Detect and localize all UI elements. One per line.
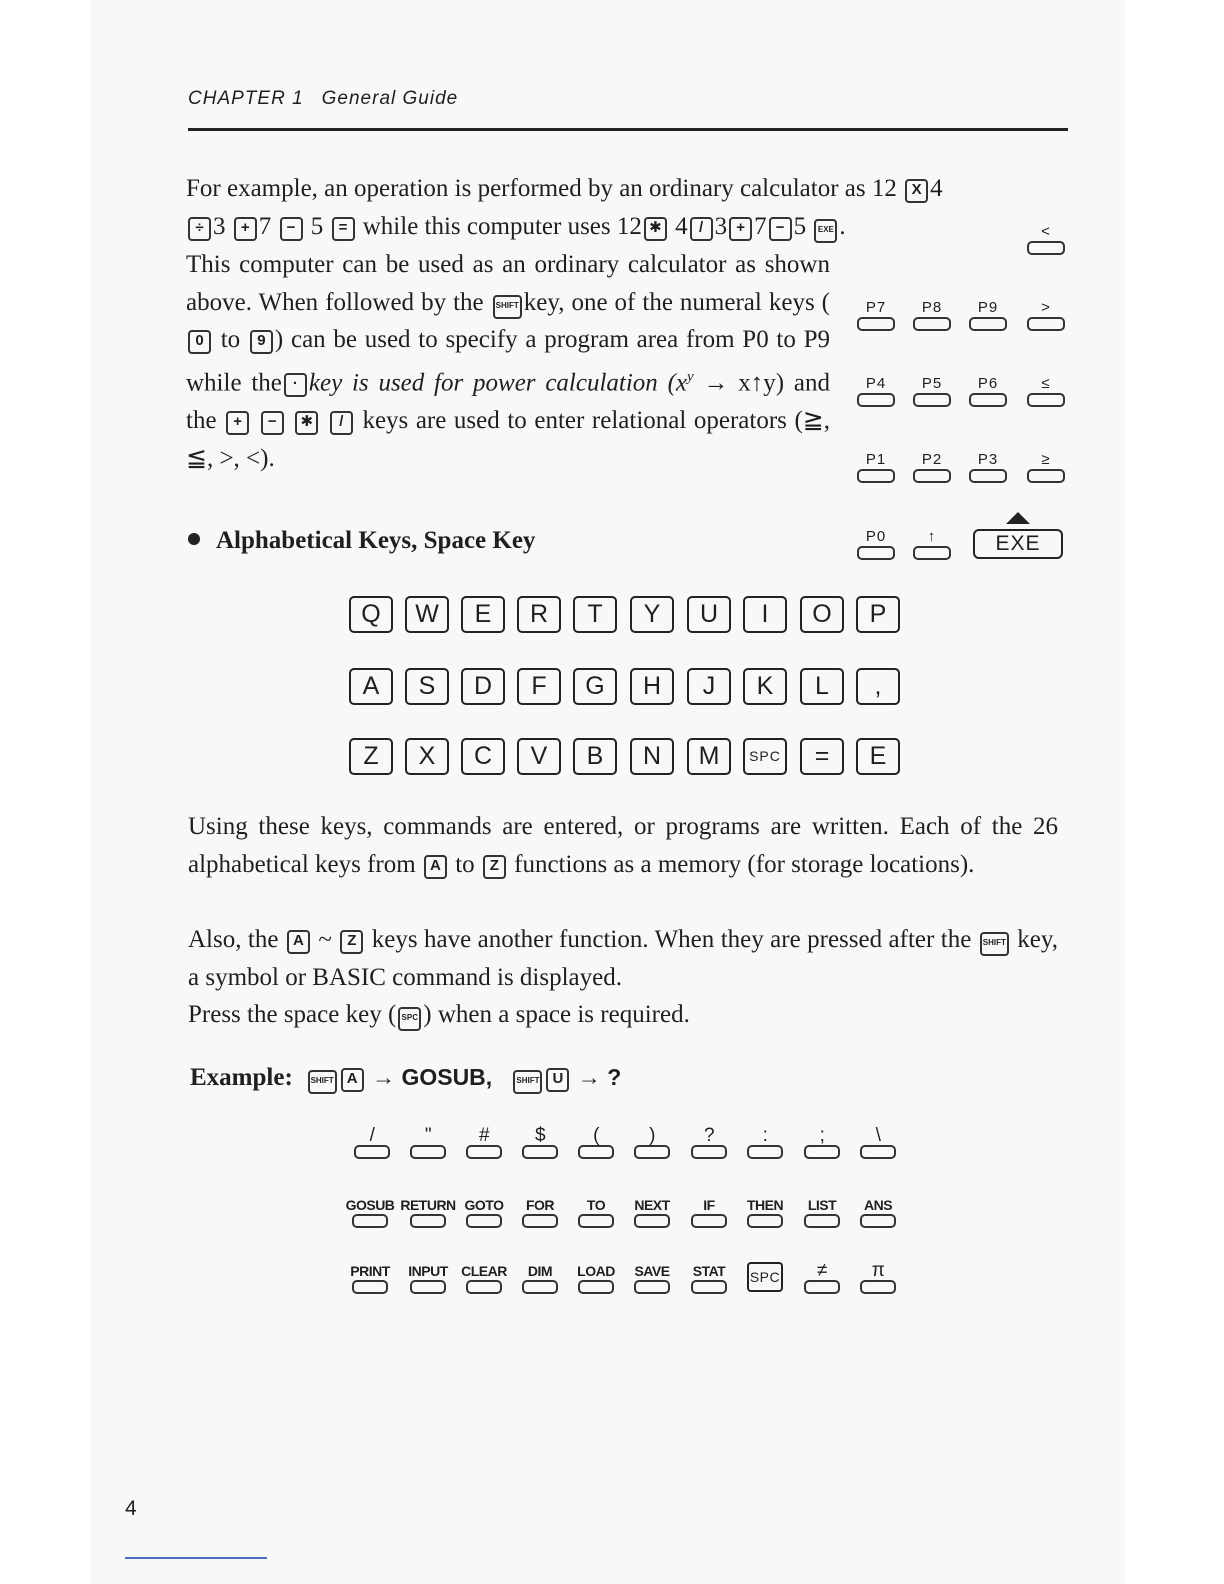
key-label: P1: [865, 451, 887, 468]
key-label: IF: [703, 1197, 715, 1213]
star-key-icon: ✱: [295, 411, 318, 435]
body-text: key, a symbol or BASIC command is displayed.: [188, 926, 1059, 991]
key-q: Q: [349, 596, 393, 633]
shift-symbol-key: [622, 1127, 682, 1159]
key-label: LIST: [807, 1197, 837, 1213]
key-label: P5: [921, 375, 943, 392]
key-w: W: [405, 596, 449, 633]
key-l: L: [800, 668, 844, 705]
key-cap: [634, 1145, 670, 1159]
equals-key-icon: =: [332, 217, 355, 241]
key-cap: [410, 1214, 446, 1228]
p5-key: [912, 374, 952, 407]
key-label: LOAD: [577, 1263, 615, 1279]
key-n: N: [630, 738, 674, 775]
key-cap: [354, 1145, 390, 1159]
section-heading: [188, 527, 535, 555]
key-cap: [410, 1280, 446, 1294]
key-label: ": [424, 1125, 432, 1146]
key-spc: SPC: [743, 738, 787, 775]
intro-text: 3: [213, 213, 226, 240]
body-text: Also, the: [188, 926, 279, 953]
key-label: DIM: [527, 1263, 553, 1279]
less-than-key: [1026, 222, 1066, 255]
bullet-icon: [188, 533, 200, 545]
shift-command-key: [340, 1262, 400, 1294]
a-key-icon: A: [424, 855, 447, 879]
key-label: /: [369, 1125, 375, 1146]
slash-key-icon: /: [330, 411, 353, 435]
key-cap: [522, 1214, 558, 1228]
key-cap: [747, 1145, 783, 1159]
key-cap: [913, 469, 951, 483]
plus-key-icon: +: [729, 217, 752, 241]
intro-text: .: [839, 213, 846, 240]
key-cap: [352, 1280, 388, 1294]
shift-symbol-key: [398, 1127, 458, 1159]
key-label: >: [1041, 299, 1051, 316]
key-cap: [691, 1280, 727, 1294]
body-paragraph-3: [188, 996, 1058, 1034]
key-label: CLEAR: [461, 1263, 507, 1279]
key-comma: ,: [856, 668, 900, 705]
shift-symbol-key: [735, 1127, 795, 1159]
body-text: functions as a memory (for storage locations).: [514, 850, 975, 878]
key-p: P: [856, 596, 900, 633]
key-label: ≥: [1041, 451, 1051, 468]
divide-key-icon: ÷: [188, 217, 211, 241]
shift-command-key: [735, 1196, 795, 1228]
key-cap: [578, 1280, 614, 1294]
intro-text: 5: [310, 213, 324, 240]
key-cap: [634, 1280, 670, 1294]
key-label: TO: [586, 1197, 606, 1213]
page-number: 4: [125, 1497, 137, 1520]
shift-key-icon: SHIFT: [308, 1070, 337, 1094]
intro-text: 3: [714, 213, 728, 240]
intro-text: 4: [675, 213, 688, 240]
key-cap: [522, 1145, 558, 1159]
shift-command-key: [679, 1262, 739, 1294]
key-label: P9: [977, 299, 999, 316]
key-d: D: [461, 668, 505, 705]
plus-key-icon: +: [234, 217, 257, 241]
key-label: :: [762, 1125, 768, 1146]
multiply-key-icon: X: [905, 179, 928, 203]
key-cap: [969, 393, 1007, 407]
key-f: F: [517, 668, 561, 705]
intro-text: y: [687, 369, 694, 386]
exe-key: EXE: [973, 529, 1063, 559]
p8-key: [912, 298, 952, 331]
a-key-icon: A: [287, 930, 310, 954]
less-equal-key: [1026, 374, 1066, 407]
key-cap: [969, 469, 1007, 483]
shift-command-key: [679, 1196, 739, 1228]
key-r: R: [517, 596, 561, 633]
intro-line-1: [186, 170, 1058, 208]
p0-key: [856, 527, 896, 560]
shift-symbol-key: [454, 1127, 514, 1159]
intro-text: This computer can be used as an ordinary calculator as shown above. When followed by the: [186, 251, 830, 316]
key-label: NEXT: [634, 1197, 670, 1213]
key-cap: [1027, 241, 1065, 255]
key-cap: [466, 1145, 502, 1159]
key-label: P6: [977, 375, 999, 392]
shift-symbol-key: [566, 1127, 626, 1159]
key-z: Z: [349, 738, 393, 775]
intro-text: 5: [793, 213, 807, 240]
shift-key-icon: SHIFT: [493, 295, 522, 319]
shift-key-icon: SHIFT: [513, 1070, 542, 1094]
shift-command-key: [454, 1196, 514, 1228]
key-cap: [634, 1214, 670, 1228]
key-i: I: [743, 596, 787, 633]
spc-key: [735, 1262, 795, 1292]
key-cap: [857, 317, 895, 331]
key-label: THEN: [746, 1197, 784, 1213]
shift-command-key: [398, 1196, 458, 1228]
key-label: STAT: [692, 1263, 726, 1279]
p3-key: [968, 450, 1008, 483]
shift-symbol-key: [510, 1127, 570, 1159]
shift-symbol-key: [848, 1127, 908, 1159]
key-label: INPUT: [408, 1263, 448, 1279]
intro-paragraph: [186, 246, 830, 478]
body-text: ~: [318, 926, 332, 953]
z-key-icon: Z: [340, 930, 363, 954]
key-cap: [913, 317, 951, 331]
key-label: ?: [703, 1125, 715, 1146]
body-text: ) when a space is required.: [423, 1001, 690, 1028]
key-cap: [969, 317, 1007, 331]
key-label: RETURN: [400, 1197, 456, 1213]
key-h: H: [630, 668, 674, 705]
greater-equal-key: [1026, 450, 1066, 483]
key-label: <: [1041, 223, 1051, 240]
key-g: G: [573, 668, 617, 705]
key-cap: [804, 1280, 840, 1294]
key-cap: [691, 1145, 727, 1159]
key-cap: [1027, 393, 1065, 407]
body-text: keys have another function. When they are pressed after the: [371, 926, 972, 953]
shift-command-key: [510, 1262, 570, 1294]
key-label: #: [478, 1125, 490, 1146]
body-text: Press the space key (: [188, 1001, 397, 1028]
shift-command-key: [566, 1196, 626, 1228]
example-line: [190, 1064, 621, 1094]
intro-line-2: [186, 208, 986, 246]
shift-command-key: [792, 1196, 852, 1228]
intro-text: 7: [754, 213, 767, 240]
key-cap: [860, 1280, 896, 1294]
key-cap: [913, 393, 951, 407]
key-label: P2: [921, 451, 943, 468]
intro-text: key is used for power calculation (x: [308, 369, 688, 397]
key-t: T: [573, 596, 617, 633]
body-text: Using these keys, commands are entered, or programs are written. Each of the 26 alphabetical keys from: [188, 813, 1058, 878]
key-s: S: [405, 668, 449, 705]
a-key-icon: A: [341, 1068, 364, 1092]
shift-command-key: [340, 1196, 400, 1228]
shift-command-key: [792, 1262, 852, 1294]
intro-text: key, one of the numeral keys (: [523, 288, 831, 316]
footer-line: [125, 1557, 267, 1559]
minus-key-icon: −: [261, 411, 284, 435]
p4-key: [856, 374, 896, 407]
shift-command-key: [454, 1262, 514, 1294]
key-label: π: [871, 1260, 885, 1281]
key-o: O: [800, 596, 844, 633]
shift-command-key: [622, 1196, 682, 1228]
key-cap: [747, 1214, 783, 1228]
key-label: P3: [977, 451, 999, 468]
key-v: V: [517, 738, 561, 775]
key-c: C: [461, 738, 505, 775]
body-paragraph-1: [188, 808, 1058, 883]
shift-command-key: [848, 1196, 908, 1228]
intro-text: while this computer uses 12: [362, 213, 642, 240]
body-paragraph-2: [188, 921, 1058, 996]
key-k: K: [743, 668, 787, 705]
key-equals: =: [800, 738, 844, 775]
key-label: FOR: [525, 1197, 555, 1213]
key-cap: [857, 546, 895, 560]
key-u: U: [687, 596, 731, 633]
zero-key-icon: 0: [188, 330, 211, 354]
up-triangle-icon: [1006, 512, 1030, 524]
key-label: ANS: [863, 1197, 893, 1213]
z-key-icon: Z: [483, 855, 506, 879]
key-cap: [466, 1214, 502, 1228]
key-cap: [913, 546, 951, 560]
shift-command-key: [848, 1262, 908, 1294]
shift-symbol-key: [792, 1127, 852, 1159]
key-cap: [857, 469, 895, 483]
running-header: [188, 88, 458, 110]
shift-command-key: [510, 1196, 570, 1228]
key-m: M: [687, 738, 731, 775]
key-cap: [522, 1280, 558, 1294]
u-key-icon: U: [546, 1068, 569, 1092]
shift-command-key: [566, 1262, 626, 1294]
nine-key-icon: 9: [250, 330, 273, 354]
key-x: X: [405, 738, 449, 775]
key-label: PRINT: [350, 1263, 390, 1279]
key-y: Y: [630, 596, 674, 633]
intro-text: 4: [930, 175, 943, 202]
exe-key-icon: EXE: [814, 219, 837, 243]
key-e: E: [461, 596, 505, 633]
key-label: (: [593, 1125, 599, 1146]
shift-symbol-key: [679, 1127, 739, 1159]
key-cap: [352, 1214, 388, 1228]
slash-key-icon: /: [690, 217, 713, 241]
key-j: J: [687, 668, 731, 705]
example-label: Example:: [190, 1064, 293, 1091]
key-label: SAVE: [634, 1263, 670, 1279]
key-label: P4: [865, 375, 887, 392]
shift-symbol-key: [342, 1127, 402, 1159]
key-cap: [857, 393, 895, 407]
intro-text: 7: [258, 213, 272, 240]
intro-text: → x↑y) and the: [186, 369, 830, 435]
greater-than-key: [1026, 298, 1066, 331]
key-cap: [860, 1145, 896, 1159]
header-rule: [188, 128, 1068, 131]
key-label: GOTO: [464, 1197, 504, 1213]
body-text: to: [455, 850, 475, 878]
key-label: ): [649, 1125, 655, 1146]
star-key-icon: ✱: [644, 217, 667, 241]
key-label: $: [534, 1125, 546, 1146]
example-result-question: → ?: [577, 1064, 622, 1090]
power-key: [912, 527, 952, 560]
key-label: ↑: [927, 528, 937, 545]
key-cap: [466, 1280, 502, 1294]
key-label: ≤: [1041, 375, 1051, 392]
spc-key-icon: SPC: [398, 1007, 421, 1031]
key-exponent: E: [856, 738, 900, 775]
key-cap: [578, 1214, 614, 1228]
intro-text: ) can be used to specify a program area from P0 to P9 while the: [186, 326, 830, 397]
dot-key-icon: ·: [284, 373, 307, 397]
key-b: B: [573, 738, 617, 775]
chapter-title: General Guide: [321, 88, 459, 109]
p7-key: [856, 298, 896, 331]
key-label: P8: [921, 299, 943, 316]
key-label: SPC: [747, 1262, 783, 1292]
key-label: GOSUB: [345, 1197, 395, 1213]
shift-key-icon: SHIFT: [980, 932, 1009, 956]
minus-key-icon: −: [769, 217, 792, 241]
chapter-label: CHAPTER 1: [188, 88, 304, 109]
p9-key: [968, 298, 1008, 331]
shift-command-key: [622, 1262, 682, 1294]
p2-key: [912, 450, 952, 483]
intro-text: to: [220, 326, 241, 354]
key-cap: [410, 1145, 446, 1159]
key-label: ≠: [817, 1260, 827, 1281]
example-result-gosub: → GOSUB,: [372, 1064, 493, 1090]
key-cap: [804, 1145, 840, 1159]
key-cap: [691, 1214, 727, 1228]
key-label: \: [875, 1125, 881, 1146]
intro-text: For example, an operation is performed by an ordinary calculator as 12: [186, 175, 897, 202]
key-label: ;: [819, 1125, 825, 1146]
key-cap: [1027, 317, 1065, 331]
key-label: P0: [865, 528, 887, 545]
shift-command-key: [398, 1262, 458, 1294]
key-cap: [860, 1214, 896, 1228]
key-label: P7: [865, 299, 887, 316]
key-a: A: [349, 668, 393, 705]
key-cap: [578, 1145, 614, 1159]
plus-key-icon: +: [226, 411, 249, 435]
key-cap: [1027, 469, 1065, 483]
p6-key: [968, 374, 1008, 407]
p1-key: [856, 450, 896, 483]
intro-text: keys are used to enter relational operators (≧, ≦, >, <).: [186, 407, 830, 472]
minus-key-icon: −: [280, 217, 303, 241]
key-cap: [804, 1214, 840, 1228]
section-heading-text: Alphabetical Keys, Space Key: [216, 527, 536, 554]
